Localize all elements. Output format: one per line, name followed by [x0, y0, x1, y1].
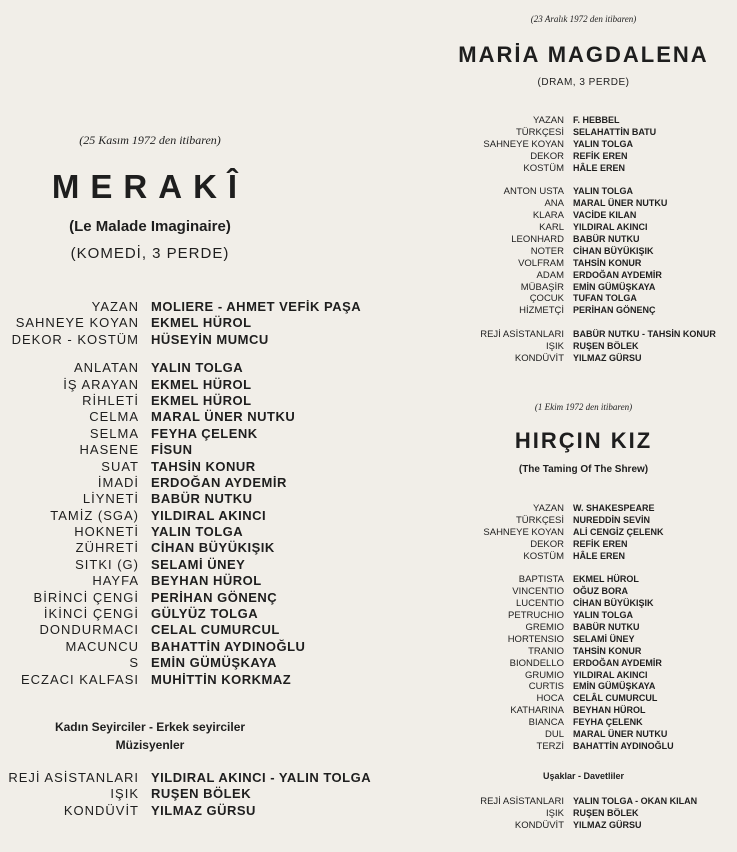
- role-label: TÜRKÇESİ: [515, 126, 564, 138]
- credit-row: [430, 341, 737, 353]
- performer-name: W. SHAKESPEARE: [573, 503, 655, 513]
- role-label: DEKOR - KOSTÜM: [11, 331, 139, 347]
- credits-list: [430, 115, 737, 174]
- role-label: HOCA: [536, 693, 564, 705]
- performer-name: BAHATTİN AYDINOĞLU: [573, 740, 674, 751]
- performer-name: YALIN TOLGA: [573, 138, 634, 149]
- hircin-roster: [430, 503, 737, 753]
- role-label: S: [129, 655, 139, 671]
- role-label: KOSTÜM: [523, 550, 564, 562]
- performer-name: HÂLE EREN: [573, 550, 626, 561]
- credit-row: [430, 598, 737, 610]
- role-label: YAZAN: [91, 299, 139, 314]
- cast-list: [430, 186, 737, 317]
- credits-list: [430, 503, 737, 562]
- role-label: ANTON USTA: [503, 186, 564, 198]
- performer-name: YALIN TOLGA: [573, 610, 634, 621]
- performer-name: HÂLE EREN: [573, 162, 626, 173]
- role-label: GRUMIO: [524, 669, 564, 681]
- role-label: TAMİZ (SGA): [50, 507, 139, 523]
- performer-name: CİHAN BÜYÜKIŞIK: [573, 245, 654, 256]
- credit-row: [0, 524, 361, 540]
- credit-row: [0, 299, 361, 315]
- credit-row: [0, 590, 361, 606]
- credit-row: [430, 127, 737, 139]
- performer-name: GÜLYÜZ TOLGA: [151, 606, 259, 622]
- performer-name: EKMEL HÜROL: [151, 315, 252, 331]
- performer-name: RUŞEN BÖLEK: [573, 807, 639, 818]
- role-label: ÇOCUK: [529, 293, 564, 305]
- performer-name: CİHAN BÜYÜKIŞIK: [573, 598, 654, 609]
- performer-name: YALIN TOLGA: [573, 186, 634, 197]
- role-label: ZÜHRETİ: [75, 540, 139, 556]
- staff-list: [430, 329, 737, 365]
- role-label: TÜRKÇESİ: [515, 514, 564, 526]
- role-label: HAYFA: [92, 573, 139, 589]
- credit-row: [430, 586, 737, 598]
- performer-name: FEYHA ÇELENK: [573, 717, 643, 728]
- performer-name: VACİDE KILAN: [573, 210, 637, 221]
- credit-row: [0, 377, 361, 393]
- role-label: DEKOR: [530, 150, 564, 162]
- role-label: İŞ ARAYAN: [63, 376, 139, 392]
- credit-row: [0, 672, 361, 688]
- role-label: ADAM: [536, 269, 564, 281]
- performer-name: REFİK EREN: [573, 150, 628, 161]
- play-subtitle: (The Taming Of The Shrew): [518, 464, 649, 475]
- role-label: KOSTÜM: [523, 162, 564, 174]
- credit-row: [430, 305, 737, 317]
- performer-name: MARAL ÜNER NUTKU: [573, 729, 668, 740]
- credit-row: [430, 574, 737, 586]
- staff-list: [0, 770, 371, 819]
- role-label: ECZACI KALFASI: [20, 671, 139, 687]
- play-subtitle: (Le Malade Imaginaire): [69, 218, 231, 235]
- role-label: SUAT: [101, 458, 139, 474]
- play-title: HIRÇIN KIZ: [514, 428, 653, 453]
- credit-row: [430, 729, 737, 741]
- credit-row: [430, 820, 737, 832]
- performer-name: EKMEL HÜROL: [151, 376, 252, 392]
- credit-row: [430, 139, 737, 151]
- performer-name: BABÜR NUTKU: [151, 491, 253, 507]
- performer-name: YALIN TOLGA - OKAN KILAN: [573, 796, 698, 806]
- role-label: TERZİ: [536, 740, 564, 752]
- credit-row: [0, 393, 361, 409]
- role-label: DEKOR: [530, 538, 564, 550]
- play-genre: (KOMEDİ, 3 PERDE): [70, 245, 230, 262]
- role-label: KONDÜVİT: [514, 819, 564, 831]
- role-label: RİHLETİ: [82, 392, 139, 408]
- role-label: HASENE: [79, 442, 139, 458]
- credit-row: [430, 210, 737, 222]
- performer-name: MOLIERE - AHMET VEFİK PAŞA: [151, 299, 362, 314]
- role-label: MACUNCU: [65, 638, 139, 654]
- credit-row: [430, 658, 737, 670]
- role-label: KLARA: [532, 210, 564, 222]
- performer-name: SELAHATTİN BATU: [573, 126, 657, 137]
- credit-row: [430, 705, 737, 717]
- credit-row: [430, 808, 737, 820]
- role-label: KATHARINA: [510, 705, 564, 717]
- performer-name: TAHSİN KONUR: [151, 458, 256, 474]
- performer-name: PERİHAN GÖNENÇ: [151, 589, 278, 605]
- credit-row: [0, 442, 361, 458]
- extras-note: Kadın Seyirciler - Erkek seyirciler: [54, 720, 246, 734]
- role-label: IŞIK: [546, 807, 564, 819]
- role-label: SITKI (G): [75, 556, 139, 572]
- credit-row: [430, 551, 737, 563]
- role-label: BIONDELLO: [509, 657, 564, 669]
- credit-row: [0, 459, 361, 475]
- credit-row: [430, 329, 737, 341]
- role-label: CELMA: [89, 409, 139, 425]
- role-label: YAZAN: [533, 503, 564, 514]
- role-label: NOTER: [530, 245, 564, 257]
- role-label: LEONHARD: [511, 234, 564, 246]
- play-title: MERAKÎ: [51, 168, 249, 205]
- performer-name: YILMAZ GÜRSU: [573, 353, 642, 364]
- credit-row: [0, 315, 361, 331]
- performer-name: SELAMİ ÜNEY: [151, 556, 246, 572]
- extras-note: Uşaklar - Davetliler: [542, 771, 625, 781]
- performer-name: ALİ CENGİZ ÇELENK: [573, 526, 664, 537]
- performer-name: F. HEBBEL: [573, 115, 620, 125]
- performer-name: YILDIRAL AKINCI: [573, 222, 648, 233]
- performer-name: BABÜR NUTKU - TAHSİN KONUR: [573, 329, 716, 340]
- performer-name: YILDIRAL AKINCI - YALIN TOLGA: [151, 770, 372, 785]
- role-label: KONDÜVİT: [63, 802, 139, 818]
- credit-row: [430, 186, 737, 198]
- role-label: BIANCA: [528, 717, 564, 729]
- performer-name: CELAL CUMURCUL: [151, 622, 280, 638]
- performer-name: MARAL ÜNER NUTKU: [151, 409, 296, 425]
- performer-name: MARAL ÜNER NUTKU: [573, 198, 668, 209]
- credit-row: [0, 540, 361, 556]
- performer-name: PERİHAN GÖNENÇ: [573, 305, 656, 316]
- role-label: TRANIO: [528, 645, 564, 657]
- performer-name: BABÜR NUTKU: [573, 622, 640, 633]
- role-label: GREMIO: [525, 622, 564, 634]
- credit-row: [430, 353, 737, 365]
- credit-row: [430, 246, 737, 258]
- credit-row: [430, 293, 737, 305]
- credit-row: [430, 610, 737, 622]
- credit-row: [0, 475, 361, 491]
- staff-block: [430, 796, 737, 832]
- role-label: HOKNETİ: [74, 524, 139, 540]
- performer-name: BEYHAN HÜROL: [151, 573, 262, 589]
- performer-name: EMİN GÜMÜŞKAYA: [573, 681, 656, 692]
- role-label: REJİ ASİSTANLARI: [480, 796, 564, 807]
- credit-row: [0, 622, 361, 638]
- performer-name: ERDOĞAN AYDEMİR: [573, 269, 662, 280]
- credit-row: [430, 634, 737, 646]
- credit-row: [0, 557, 361, 573]
- role-label: PETRUCHIO: [508, 610, 564, 622]
- credit-row: [430, 693, 737, 705]
- performer-name: EMİN GÜMÜŞKAYA: [151, 655, 277, 671]
- credit-row: [430, 539, 737, 551]
- maria-roster: [430, 115, 737, 365]
- credit-row: [430, 198, 737, 210]
- performer-name: FİSUN: [151, 442, 193, 458]
- credit-row: [430, 234, 737, 246]
- extras-note-2: Müzisyenler: [115, 738, 185, 752]
- performer-name: BEYHAN HÜROL: [573, 705, 646, 716]
- credit-row: [430, 741, 737, 753]
- performer-name: RUŞEN BÖLEK: [151, 786, 252, 802]
- credit-row: [430, 796, 737, 808]
- credit-row: [430, 163, 737, 175]
- credit-row: [0, 803, 371, 819]
- performer-name: REFİK EREN: [573, 538, 628, 549]
- credits-list: [0, 299, 361, 348]
- performer-name: OĞUZ BORA: [573, 586, 628, 597]
- performer-name: SELAMİ ÜNEY: [573, 633, 635, 644]
- role-label: REJİ ASİSTANLARI: [8, 770, 139, 785]
- performer-name: CİHAN BÜYÜKIŞIK: [151, 540, 275, 556]
- staff-block: [0, 770, 371, 819]
- performer-name: EKMEL HÜROL: [573, 574, 639, 585]
- credit-row: [430, 717, 737, 729]
- credit-row: [430, 222, 737, 234]
- role-label: HİZMETÇİ: [519, 305, 564, 317]
- role-label: SAHNEYE KOYAN: [483, 138, 564, 150]
- credit-row: [430, 622, 737, 634]
- credit-row: [0, 332, 361, 348]
- performer-name: TAHSİN KONUR: [573, 257, 642, 268]
- credit-row: [430, 527, 737, 539]
- credit-row: [0, 508, 361, 524]
- performer-name: TAHSİN KONUR: [573, 645, 642, 656]
- cast-list: [430, 574, 737, 752]
- role-label: VOLFRAM: [518, 257, 564, 269]
- play-date: (25 Kasım 1972 den itibaren): [79, 133, 221, 147]
- performer-name: ERDOĞAN AYDEMİR: [151, 474, 287, 490]
- role-label: BAPTISTA: [518, 574, 564, 586]
- performer-name: YALIN TOLGA: [151, 524, 244, 540]
- play-title: MARİA MAGDALENA: [458, 42, 709, 67]
- credit-row: [0, 409, 361, 425]
- performer-name: FEYHA ÇELENK: [151, 425, 258, 441]
- role-label: KONDÜVİT: [514, 353, 564, 365]
- role-label: LİYNETİ: [82, 491, 139, 507]
- role-label: VINCENTIO: [512, 586, 564, 598]
- credit-row: [0, 786, 371, 802]
- staff-list: [430, 796, 737, 832]
- credit-row: [0, 606, 361, 622]
- role-label: REJİ ASİSTANLARI: [480, 329, 564, 341]
- role-label: İKİNCİ ÇENGİ: [43, 606, 139, 622]
- performer-name: EMİN GÜMÜŞKAYA: [573, 281, 656, 292]
- credit-row: [0, 770, 371, 786]
- role-label: LUCENTIO: [515, 598, 564, 610]
- role-label: BİRİNCİ ÇENGİ: [33, 589, 139, 605]
- performer-name: HÜSEYİN MUMCU: [151, 331, 269, 347]
- performer-name: MUHİTTİN KORKMAZ: [151, 671, 292, 687]
- performer-name: RUŞEN BÖLEK: [573, 341, 639, 352]
- performer-name: YILDIRAL AKINCI: [573, 669, 648, 680]
- role-label: SAHNEYE KOYAN: [15, 315, 139, 331]
- credit-row: [0, 491, 361, 507]
- role-label: DONDURMACI: [39, 622, 139, 638]
- role-label: SAHNEYE KOYAN: [483, 526, 564, 538]
- play-date: (23 Aralık 1972 den itibaren): [530, 14, 637, 24]
- role-label: KARL: [539, 222, 564, 234]
- performer-name: YALIN TOLGA: [151, 360, 244, 376]
- credit-row: [0, 573, 361, 589]
- credit-row: [430, 115, 737, 127]
- role-label: YAZAN: [533, 115, 564, 126]
- performer-name: YILMAZ GÜRSU: [573, 819, 642, 830]
- role-label: CURTIS: [528, 681, 564, 693]
- role-label: İMADİ: [97, 474, 139, 490]
- performer-name: TUFAN TOLGA: [573, 293, 637, 304]
- role-label: ANA: [544, 198, 564, 210]
- performer-name: EKMEL HÜROL: [151, 392, 252, 408]
- role-label: IŞIK: [110, 786, 139, 802]
- performer-name: NUREDDİN SEVİN: [573, 514, 651, 525]
- credit-row: [430, 270, 737, 282]
- performer-name: BAHATTİN AYDINOĞLU: [151, 638, 306, 654]
- credit-row: [430, 151, 737, 163]
- performer-name: ERDOĞAN AYDEMİR: [573, 657, 662, 668]
- role-label: MÜBAŞİR: [520, 281, 564, 293]
- play-date: (1 Ekim 1972 den itibaren): [534, 402, 633, 412]
- performer-name: CELÂL CUMURCUL: [573, 693, 658, 704]
- role-label: DUL: [544, 729, 564, 741]
- credit-row: [0, 360, 361, 376]
- role-label: HORTENSIO: [507, 633, 564, 645]
- credit-row: [430, 515, 737, 527]
- performer-name: YILDIRAL AKINCI: [151, 507, 267, 523]
- credit-row: [0, 639, 361, 655]
- credit-row: [0, 426, 361, 442]
- credit-row: [430, 258, 737, 270]
- cast-list: [0, 360, 361, 688]
- role-label: ANLATAN: [73, 360, 139, 376]
- credit-row: [430, 282, 737, 294]
- role-label: IŞIK: [546, 341, 564, 353]
- credit-row: [430, 503, 737, 515]
- credit-row: [430, 646, 737, 658]
- role-label: SELMA: [89, 425, 139, 441]
- play-genre: (DRAM, 3 PERDE): [537, 77, 630, 88]
- merakı-roster: [0, 299, 361, 688]
- credit-row: [430, 670, 737, 682]
- credit-row: [430, 681, 737, 693]
- credit-row: [0, 655, 361, 671]
- performer-name: BABÜR NUTKU: [573, 234, 640, 245]
- performer-name: YILMAZ GÜRSU: [151, 802, 256, 818]
